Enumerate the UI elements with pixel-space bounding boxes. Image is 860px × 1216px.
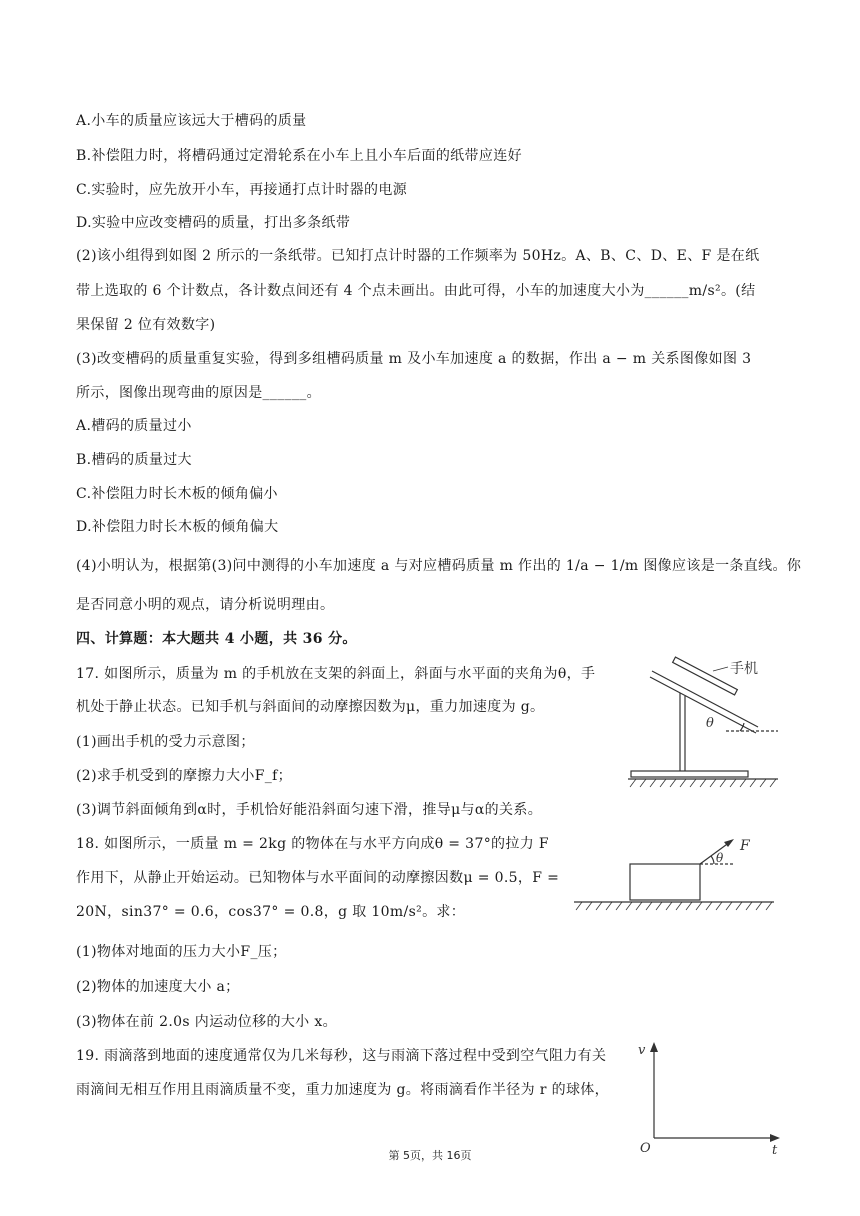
option-a: A.小车的质量应该远大于槽码的质量 — [76, 113, 307, 129]
q16-part4-line1: (4)小明认为，根据第(3)问中测得的小车加速度 a 与对应槽码质量 m 作出的 1/a − 1/m 图像应该是一条直线。你 — [76, 558, 802, 574]
phone-label: 手机 — [730, 661, 758, 677]
block-force-figure — [574, 830, 774, 912]
axis-t-label: t — [772, 1143, 778, 1156]
q17-part1: (1)画出手机的受力示意图； — [76, 734, 255, 750]
q16-part2-line3: 果保留 2 位有效数字) — [76, 317, 216, 333]
option-b: B.补偿阻力时，将槽码通过定滑轮系在小车上且小车后面的纸带应连好 — [76, 148, 522, 164]
q17-line2: 机处于静止状态。已知手机与斜面间的动摩擦因数为μ，重力加速度为 g。 — [76, 699, 545, 715]
q17-part3: (3)调节斜面倾角到α时，手机恰好能沿斜面匀速下滑，推导μ与α的关系。 — [76, 802, 543, 818]
vt-axes-figure — [632, 1040, 782, 1156]
q16-part2-line1: (2)该小组得到如图 2 所示的一条纸带。已知打点计时器的工作频率为 50Hz。A、B、C、D、E、F 是在纸 — [76, 248, 760, 264]
q18-part1: (1)物体对地面的压力大小F_压； — [76, 944, 287, 960]
q19-line2: 雨滴间无相互作用且雨滴质量不变，重力加速度为 g。将雨滴看作半径为 r 的球体， — [76, 1082, 610, 1098]
q16-part2-line2: 带上选取的 6 个计数点，各计数点间还有 4 个点未画出。由此可得，小车的加速度大小为______m/s²。(结 — [76, 283, 756, 299]
q16-part4-line2: 是否同意小明的观点，请分析说明理由。 — [76, 597, 335, 613]
section-heading: 四、计算题：本大题共 4 小题，共 36 分。 — [76, 631, 357, 647]
q17-line1: 17. 如图所示，质量为 m 的手机放在支架的斜面上，斜面与水平面的夹角为θ，手 — [76, 666, 596, 682]
part3-option-c: C.补偿阻力时长木板的倾角偏小 — [76, 486, 278, 502]
q18-part3: (3)物体在前 2.0s 内运动位移的大小 x。 — [76, 1014, 337, 1030]
origin-label: O — [640, 1141, 651, 1156]
q18-line3: 20N，sin37° = 0.6，cos37° = 0.8，g 取 10m/s²。求： — [76, 904, 466, 920]
q18-line2: 作用下，从静止开始运动。已知物体与水平面间的动摩擦因数μ = 0.5，F = — [76, 870, 560, 886]
q17-part2: (2)求手机受到的摩擦力大小F_f； — [76, 768, 293, 784]
part3-option-d: D.补偿阻力时长木板的倾角偏大 — [76, 519, 279, 535]
phone-angle-label: θ — [706, 716, 714, 731]
option-d: D.实验中应改变槽码的质量，打出多条纸带 — [76, 215, 351, 231]
q16-part3-line2: 所示，图像出现弯曲的原因是______。 — [76, 385, 321, 401]
phone-stand-figure — [628, 655, 778, 790]
force-label: F — [740, 838, 750, 854]
option-c: C.实验时，应先放开小车，再接通打点计时器的电源 — [76, 182, 408, 198]
axis-v-label: v — [638, 1043, 646, 1058]
q19-line1: 19. 雨滴落到地面的速度通常仅为几米每秒，这与雨滴下落过程中受到空气阻力有关 — [76, 1048, 607, 1064]
part3-option-b: B.槽码的质量过大 — [76, 452, 192, 468]
q16-part3-line1: (3)改变槽码的质量重复实验，得到多组槽码质量 m 及小车加速度 a 的数据，作出 a − m 关系图像如图 3 — [76, 351, 752, 367]
q18-part2: (2)物体的加速度大小 a； — [76, 979, 240, 995]
q18-line1: 18. 如图所示，一质量 m = 2kg 的物体在与水平方向成θ = 37°的拉力 F — [76, 836, 549, 852]
page-footer: 第 5页，共 16页 — [388, 1149, 472, 1162]
block-angle-label: θ — [716, 851, 724, 865]
part3-option-a: A.槽码的质量过小 — [76, 418, 192, 434]
